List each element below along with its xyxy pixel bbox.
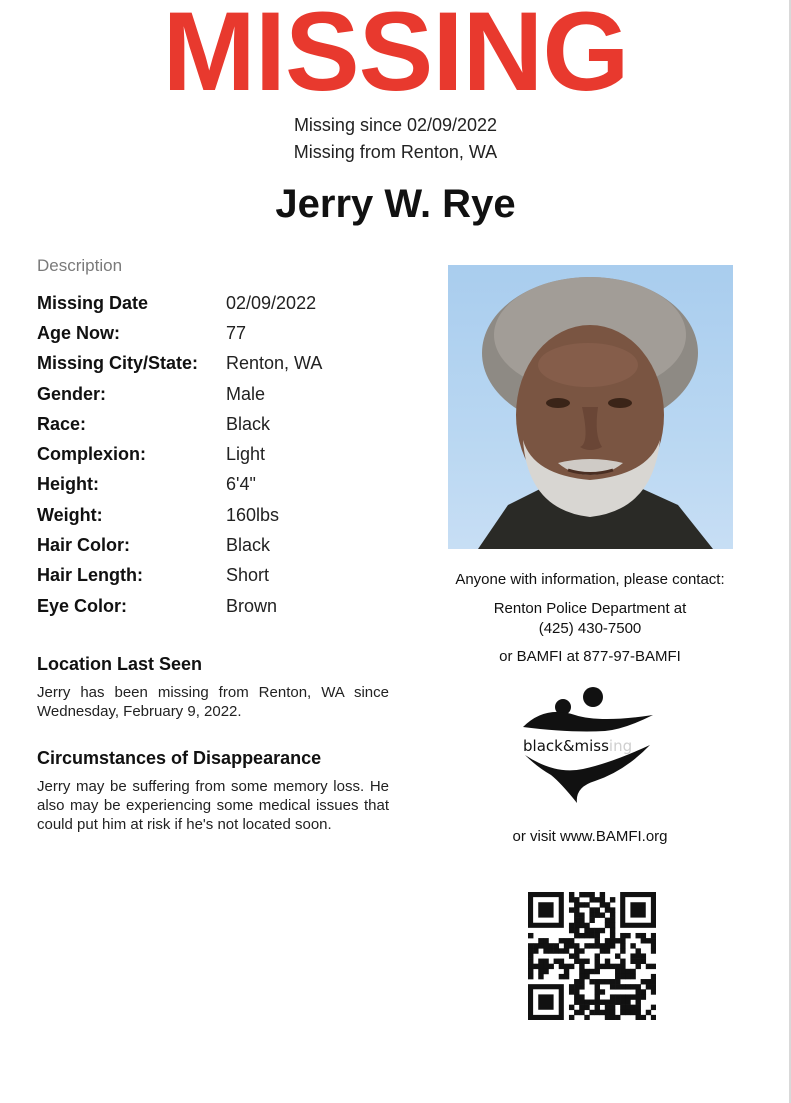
fact-label: Height: [37, 474, 99, 495]
logo-wordmark: black&missing [523, 737, 633, 755]
fact-label: Eye Color: [37, 595, 128, 616]
fact-row [37, 500, 417, 530]
fact-row [37, 561, 417, 591]
missing-headline: MISSING [162, 0, 629, 114]
fact-label: Age Now: [37, 322, 120, 343]
fact-value: Short [226, 565, 270, 586]
fact-label: Hair Color: [37, 535, 131, 556]
police-contact-line: Renton Police Department at [493, 600, 687, 617]
fact-label: Gender: [37, 383, 107, 404]
fact-row [37, 470, 417, 500]
website-line: or visit www.BAMFI.org [512, 828, 668, 845]
location-title: Location Last Seen [37, 654, 203, 674]
contact-intro: Anyone with information, please contact: [455, 571, 725, 588]
fact-row [37, 349, 417, 379]
description-facts [37, 288, 417, 621]
fact-label: Complexion: [37, 444, 147, 465]
description-label: Description [37, 256, 123, 275]
missing-since-text: Missing since 02/09/2022 [293, 115, 498, 135]
missing-from-text: Missing from Renton, WA [293, 142, 498, 162]
police-phone: (425) 430-7500 [538, 620, 642, 637]
fact-label: Weight: [37, 504, 103, 525]
qr-code[interactable] [528, 892, 656, 1020]
fact-value: Black [226, 413, 271, 434]
fact-value: 160lbs [226, 504, 280, 525]
fact-value: 02/09/2022 [226, 292, 317, 313]
fact-row [37, 530, 417, 560]
fact-value: Black [226, 535, 271, 556]
black-and-missing-logo [515, 685, 660, 805]
fact-value: Light [226, 444, 266, 465]
bamfi-contact-line: or BAMFI at 877-97-BAMFI [499, 648, 681, 665]
fact-label: Hair Length: [37, 565, 143, 586]
fact-label: Race: [37, 413, 87, 434]
fact-value: 6'4" [226, 474, 256, 495]
fact-value: Brown [226, 595, 278, 616]
fact-row [37, 318, 417, 348]
fact-row [37, 288, 417, 318]
circumstances-title: Circumstances of Disappearance [37, 748, 322, 768]
circumstances-text: Jerry may be suffering from some memory loss. He also may be experiencing some medical issues that could put him at risk if he's not located soon. [37, 778, 389, 833]
fact-value: 77 [226, 322, 247, 343]
fact-value: Male [226, 383, 266, 404]
fact-row [37, 439, 417, 469]
fact-row [37, 591, 417, 621]
person-photo [448, 265, 733, 549]
fact-row [37, 409, 417, 439]
fact-row [37, 379, 417, 409]
fact-label: Missing City/State: [37, 353, 199, 374]
location-text: Jerry has been missing from Renton, WA since Wednesday, February 9, 2022. [37, 684, 389, 720]
person-name: Jerry W. Rye [275, 182, 516, 226]
fact-value: Renton, WA [226, 353, 323, 374]
fact-label: Missing Date [37, 292, 149, 313]
